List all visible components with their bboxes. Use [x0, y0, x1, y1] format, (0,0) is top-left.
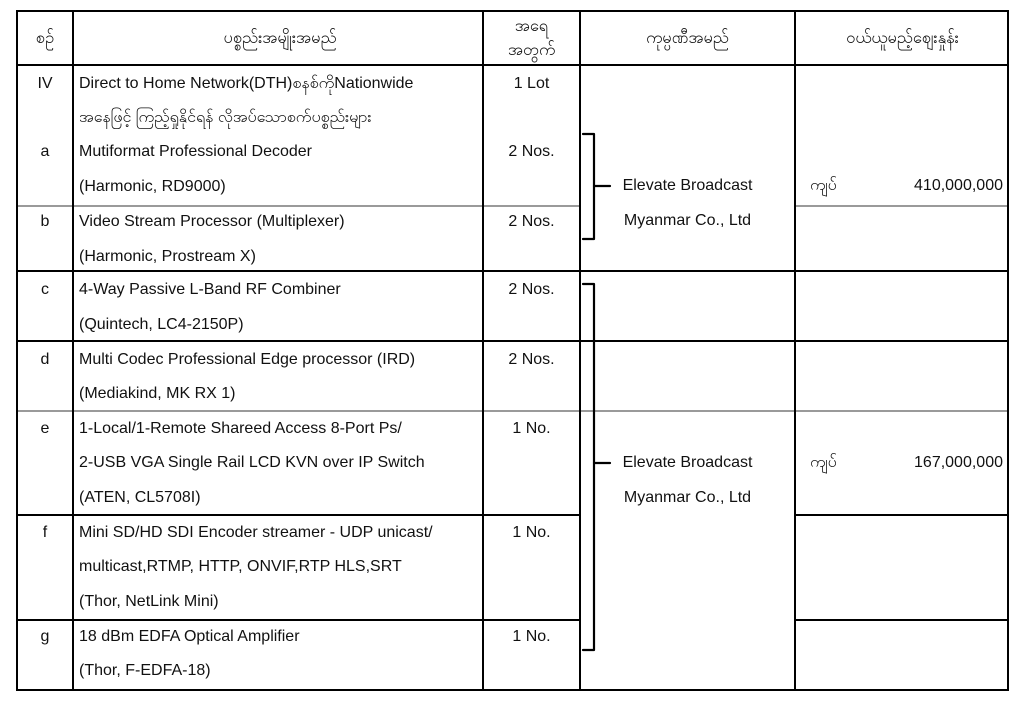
item-line: အနေဖြင့် ကြည့်ရှုနိုင်ရန် လိုအပ်သောစက်ပစ္စည်းများ — [79, 109, 372, 126]
serial-cell: f — [42, 524, 48, 541]
grid-line-b-c — [17, 270, 1009, 272]
group-brackets — [580, 10, 795, 691]
item-line: (ATEN, CL5708I) — [79, 489, 201, 506]
item-line: 1-Local/1-Remote Shareed Access 8-Port Ps/ — [79, 420, 402, 437]
item-line: Multi Codec Professional Edge processor (IRD) — [79, 351, 416, 368]
item-line: 18 dBm EDFA Optical Amplifier — [79, 628, 300, 645]
header-item: ပစ္စည်းအမျိုးအမည် — [223, 29, 337, 47]
serial-cell: b — [40, 213, 50, 230]
grid-line-f-g-price — [794, 619, 1009, 621]
header-qty-line1: အရေ — [514, 17, 549, 35]
item-line: 2-USB VGA Single Rail LCD KVN over IP Switch — [79, 454, 425, 471]
qty-cell: 1 No. — [512, 524, 551, 541]
header-qty-line2: အတွက် — [507, 41, 556, 59]
grid-line-d-e — [17, 410, 1009, 412]
item-line: Direct to Home Network(DTH)စနစ်ကိုNationwide — [79, 75, 414, 92]
grid-line-c-d — [17, 340, 1009, 342]
table-bottom-border — [17, 689, 1009, 691]
item-line: (Mediakind, MK RX 1) — [79, 385, 236, 402]
company-name-line: Myanmar Co., Ltd — [623, 489, 752, 506]
qty-cell: 1 Lot — [513, 75, 550, 92]
grid-line-a-b-left — [17, 205, 580, 207]
price-amount: 167,000,000 — [914, 454, 1003, 471]
grid-line-e-f-left — [17, 514, 580, 516]
serial-cell: a — [40, 143, 50, 160]
item-line: 4-Way Passive L-Band RF Combiner — [79, 281, 341, 298]
grid-line-a-b-price — [794, 205, 1009, 207]
serial-cell: IV — [37, 75, 53, 92]
qty-cell: 2 Nos. — [508, 351, 555, 368]
serial-cell: g — [40, 628, 50, 645]
item-line: Mutiformat Professional Decoder — [79, 143, 312, 160]
item-line: (Thor, NetLink Mini) — [79, 593, 219, 610]
grid-line-e-f-price — [794, 514, 1009, 516]
header-company: ကုမ္ပဏီအမည် — [646, 29, 729, 47]
item-line: (Quintech, LC4-2150P) — [79, 316, 244, 333]
serial-cell: c — [41, 281, 49, 298]
item-line: Video Stream Processor (Multiplexer) — [79, 213, 345, 230]
qty-cell: 2 Nos. — [508, 143, 555, 160]
company-name-line: Myanmar Co., Ltd — [623, 212, 752, 229]
table-top-border — [17, 10, 1009, 12]
item-line: multicast,RTMP, HTTP, ONVIF,RTP HLS,SRT — [79, 558, 402, 575]
qty-cell: 2 Nos. — [508, 281, 555, 298]
price-amount: 410,000,000 — [914, 177, 1003, 194]
item-line: (Thor, F-EDFA-18) — [79, 662, 211, 679]
serial-cell: e — [40, 420, 50, 437]
table-right-border — [1007, 10, 1009, 691]
currency-label: ကျပ် — [810, 177, 837, 194]
company-name-line: Elevate Broadcast — [622, 177, 753, 194]
header-price: ဝယ်ယူမည့်ဈေးနှုန်း — [846, 29, 959, 47]
qty-cell: 1 No. — [512, 420, 551, 437]
item-line: (Harmonic, RD9000) — [79, 178, 226, 195]
serial-cell: d — [40, 351, 50, 368]
header-serial: စဉ် — [35, 29, 55, 47]
qty-cell: 1 No. — [512, 628, 551, 645]
header-bottom-border — [17, 64, 1009, 66]
item-line: Mini SD/HD SDI Encoder streamer - UDP unicast/ — [79, 524, 433, 541]
grid-line-f-g-left — [17, 619, 580, 621]
item-line: (Harmonic, Prostream X) — [79, 248, 256, 265]
company-name-line: Elevate Broadcast — [622, 454, 753, 471]
qty-cell: 2 Nos. — [508, 213, 555, 230]
currency-label: ကျပ် — [810, 454, 837, 471]
